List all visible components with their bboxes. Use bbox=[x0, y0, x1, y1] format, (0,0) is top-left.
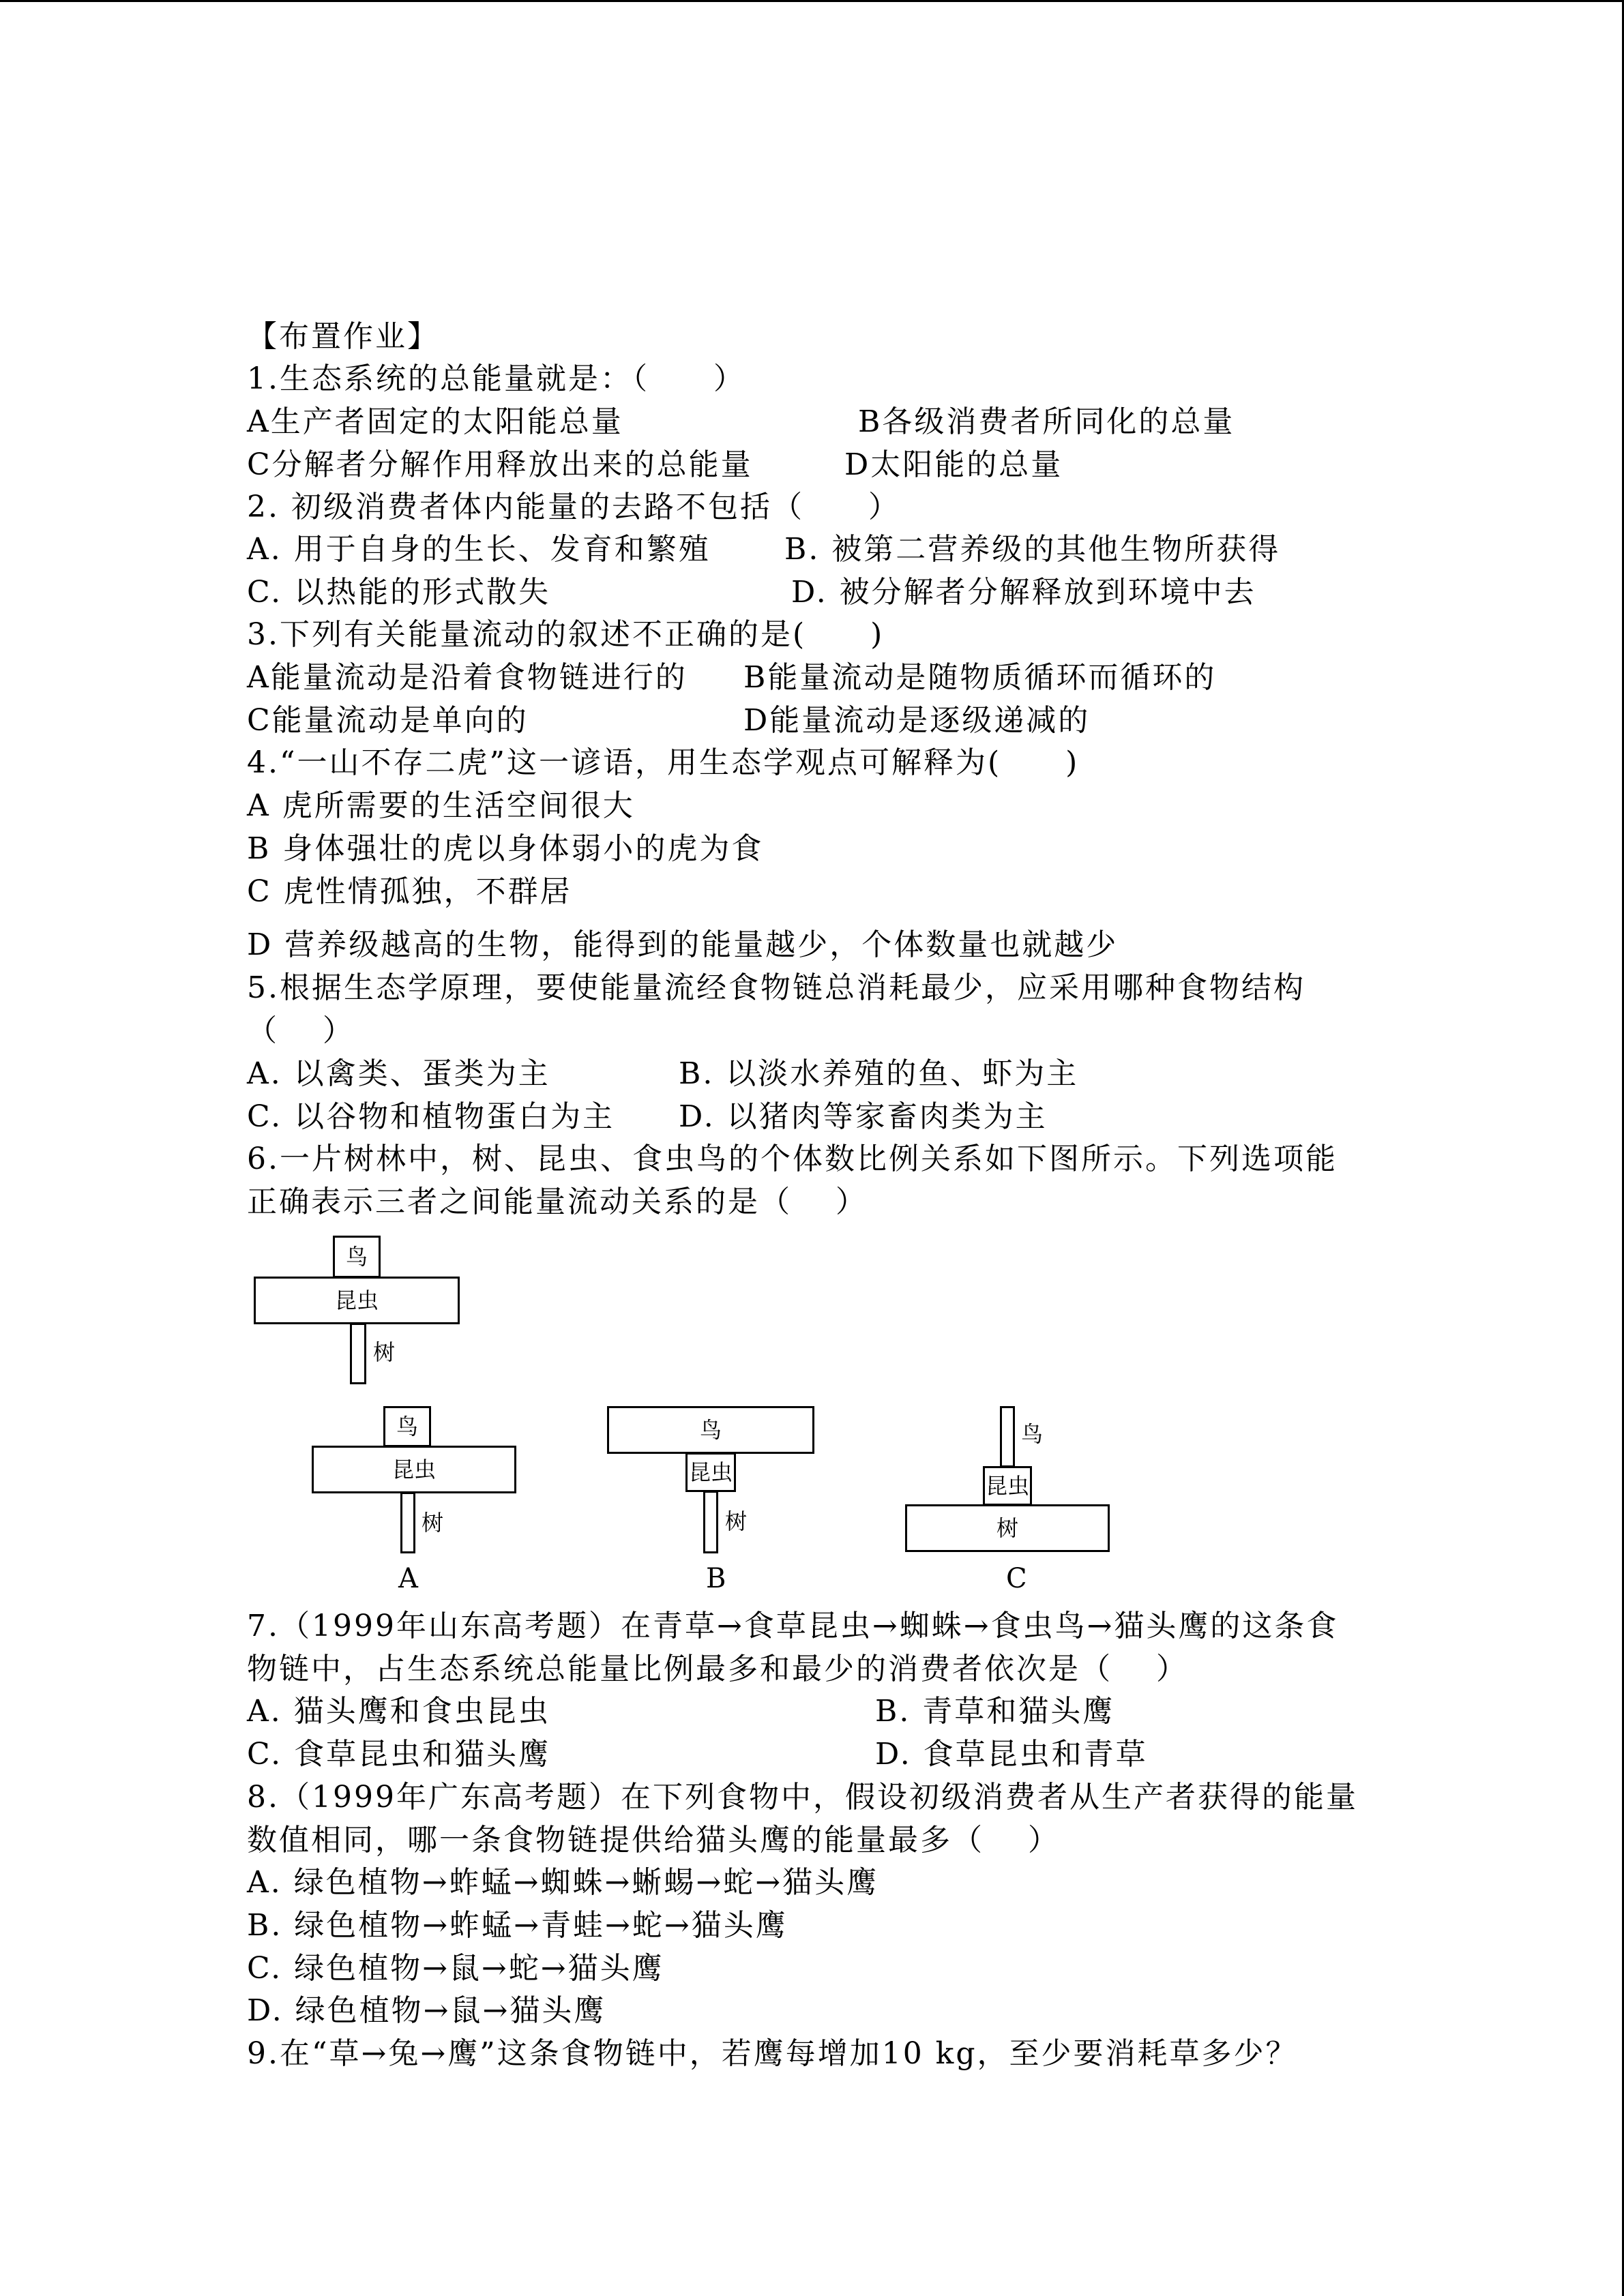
q5-option-d: D. 以猪肉等家畜肉类为主 bbox=[679, 1099, 1048, 1134]
q8-option-c: C. 绿色植物→鼠→蛇→猫头鹰 bbox=[247, 1951, 664, 1986]
q6-option-b-label: B bbox=[706, 1563, 726, 1594]
insect-box: 昆虫 bbox=[983, 1466, 1032, 1506]
tree-label: 树 bbox=[422, 1510, 444, 1536]
q5-stem-line1: 5.根据生态学原理，要使能量流经食物链总消耗最少，应采用哪种食物结构 bbox=[247, 970, 1305, 1005]
insect-box: 昆虫 bbox=[254, 1277, 460, 1324]
q3-stem: 3.下列有关能量流动的叙述不正确的是( ) bbox=[247, 617, 885, 652]
q6-option-c-diagram bbox=[904, 1405, 1122, 1555]
q7-option-a: A. 猫头鹰和食虫昆虫 bbox=[247, 1694, 550, 1729]
q1-stem: 1.生态系统的总能量就是：（ ） bbox=[247, 361, 745, 396]
bird-box: 鸟 bbox=[333, 1236, 381, 1278]
q5-option-a: A. 以禽类、蛋类为主 bbox=[247, 1056, 550, 1091]
page-frame-top bbox=[0, 0, 1624, 2]
q2-option-d: D. 被分解者分解释放到环境中去 bbox=[791, 575, 1256, 610]
q4-option-b: B 身体强壮的虎以身体弱小的虎为食 bbox=[247, 831, 764, 866]
tree-trunk bbox=[350, 1323, 366, 1384]
q6-option-a-label: A bbox=[398, 1563, 418, 1594]
bird-box: 鸟 bbox=[383, 1406, 431, 1447]
q8-stem-line2: 数值相同，哪一条食物链提供给猫头鹰的能量最多（ ） bbox=[247, 1823, 1060, 1858]
tree-box: 树 bbox=[905, 1504, 1110, 1552]
q7-option-b: B. 青草和猫头鹰 bbox=[875, 1694, 1115, 1729]
q8-option-d: D. 绿色植物→鼠→猫头鹰 bbox=[247, 1993, 606, 2028]
insect-box: 昆虫 bbox=[685, 1452, 736, 1492]
q2-stem: 2. 初级消费者体内能量的去路不包括（ ） bbox=[247, 490, 900, 524]
q6-option-a-diagram bbox=[310, 1405, 529, 1555]
q3-option-c: C能量流动是单向的 bbox=[247, 703, 529, 738]
q1-option-d: D太阳能的总量 bbox=[844, 447, 1063, 482]
q6-stem-line2: 正确表示三者之间能量流动关系的是（ ） bbox=[247, 1184, 868, 1219]
q4-option-d: D 营养级越高的生物，能得到的能量越少，个体数量也就越少 bbox=[247, 927, 1119, 962]
insect-box: 昆虫 bbox=[312, 1446, 516, 1493]
bird-trunk bbox=[1000, 1406, 1015, 1467]
q1-option-c: C分解者分解作用释放出来的总能量 bbox=[247, 447, 753, 482]
q3-option-a: A能量流动是沿着食物链进行的 bbox=[247, 660, 688, 695]
q7-option-d: D. 食草昆虫和青草 bbox=[875, 1737, 1148, 1772]
q8-stem-line1: 8.（1999年广东高考题）在下列食物中，假设初级消费者从生产者获得的能量 bbox=[247, 1780, 1358, 1815]
q2-option-a: A. 用于自身的生长、发育和繁殖 bbox=[247, 532, 711, 567]
q2-option-b: B. 被第二营养级的其他生物所获得 bbox=[784, 532, 1281, 567]
q1-option-a: A生产者固定的太阳能总量 bbox=[247, 404, 623, 439]
q4-option-c: C 虎性情孤独，不群居 bbox=[247, 874, 572, 909]
section-title: 【布置作业】 bbox=[247, 319, 439, 354]
q6-option-c-label: C bbox=[1006, 1563, 1027, 1594]
tree-trunk bbox=[703, 1491, 718, 1553]
tree-trunk bbox=[400, 1492, 415, 1553]
q8-option-b: B. 绿色植物→蚱蜢→青蛙→蛇→猫头鹰 bbox=[247, 1908, 788, 1943]
q5-stem-line2: （ ） bbox=[247, 1013, 355, 1048]
q9-stem: 9.在“草→兔→鹰”这条食物链中，若鹰每增加10 kg，至少要消耗草多少？ bbox=[247, 2036, 1298, 2071]
q6-stem-line1: 6.一片树林中，树、昆虫、食虫鸟的个体数比例关系如下图所示。下列选项能 bbox=[247, 1142, 1338, 1176]
q4-option-a: A 虎所需要的生活空间很大 bbox=[247, 788, 635, 823]
q5-option-b: B. 以淡水养殖的鱼、虾为主 bbox=[679, 1056, 1079, 1091]
q3-option-d: D能量流动是逐级递减的 bbox=[743, 703, 1091, 738]
q8-option-a: A. 绿色植物→蚱蜢→蜘蛛→蜥蜴→蛇→猫头鹰 bbox=[247, 1865, 879, 1900]
bird-box: 鸟 bbox=[607, 1406, 814, 1454]
q7-stem-line1: 7.（1999年山东高考题）在青草→食草昆虫→蜘蛛→食虫鸟→猫头鹰的这条食 bbox=[247, 1609, 1339, 1643]
q7-stem-line2: 物链中，占生态系统总能量比例最多和最少的消费者依次是（ ） bbox=[247, 1652, 1188, 1686]
q6-reference-diagram bbox=[252, 1234, 471, 1384]
q7-option-c: C. 食草昆虫和猫头鹰 bbox=[247, 1737, 551, 1772]
q5-option-c: C. 以谷物和植物蛋白为主 bbox=[247, 1099, 615, 1134]
q3-option-b: B能量流动是随物质循环而循环的 bbox=[743, 660, 1217, 695]
tree-label: 树 bbox=[373, 1339, 396, 1365]
q2-option-c: C. 以热能的形式散失 bbox=[247, 575, 551, 610]
tree-label: 树 bbox=[725, 1508, 748, 1534]
q6-option-b-diagram bbox=[606, 1405, 824, 1555]
q1-option-b: B各级消费者所同化的总量 bbox=[858, 404, 1235, 439]
bird-label: 鸟 bbox=[1021, 1421, 1044, 1447]
q4-stem: 4.“一山不存二虎”这一谚语，用生态学观点可解释为( ) bbox=[247, 745, 1080, 780]
